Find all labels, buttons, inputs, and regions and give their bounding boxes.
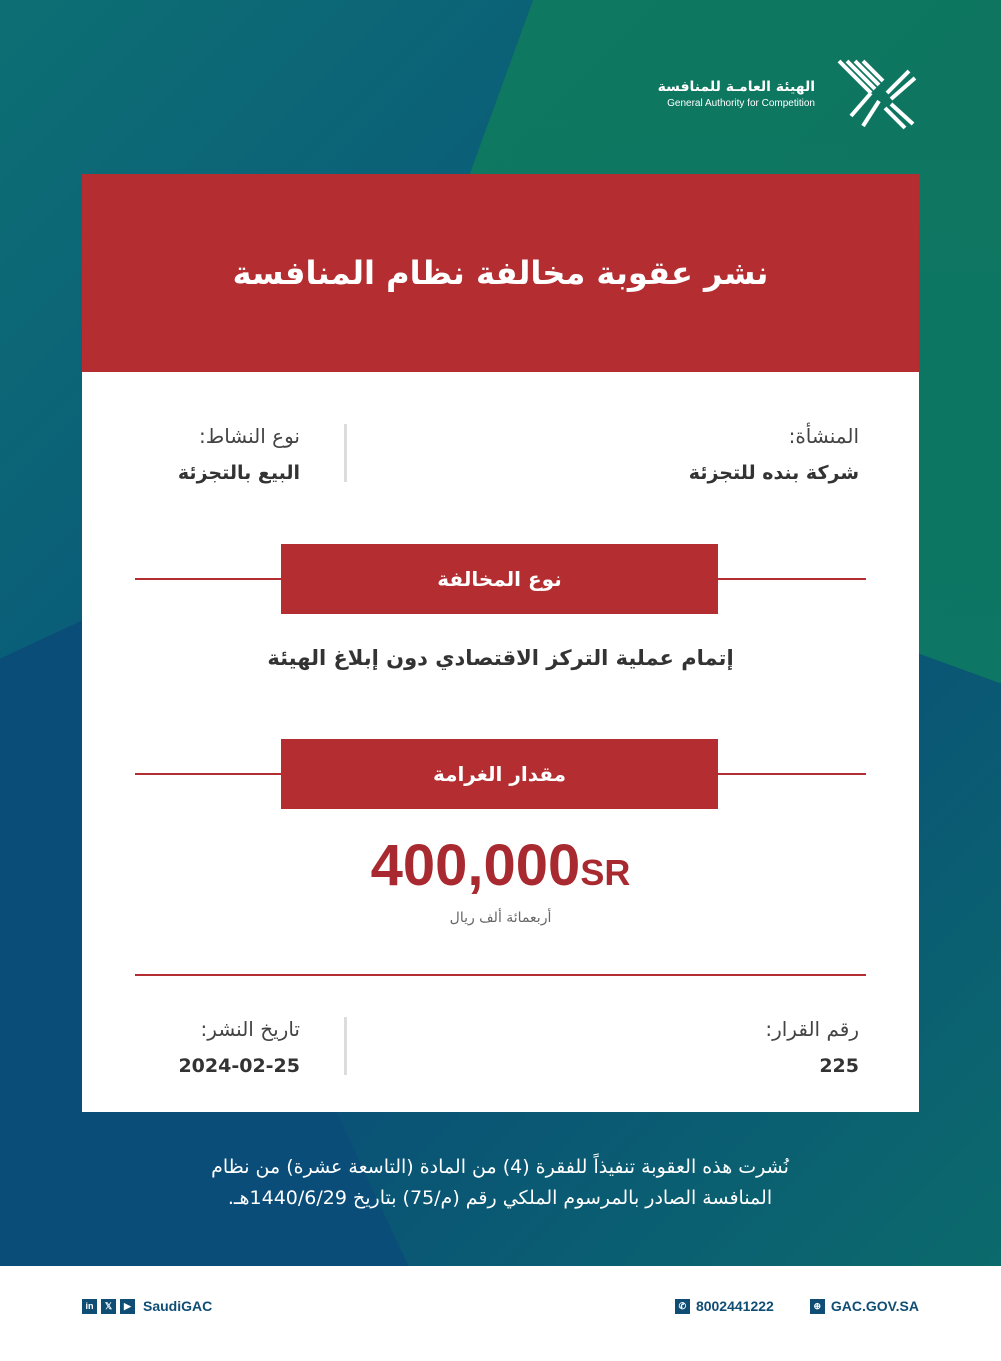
fine-amount-words: أربعمائة ألف ريال (449, 910, 552, 926)
contact-links (675, 1298, 919, 1314)
divider-vertical (344, 1017, 347, 1075)
legal-notice (150, 1152, 850, 1214)
decision-row (82, 1017, 919, 1097)
violation-type-heading: نوع المخالفة (281, 544, 718, 614)
linkedin-icon[interactable]: in (82, 1299, 97, 1314)
logo-text (658, 79, 815, 109)
fine-amount-number: 400,000 (370, 833, 581, 898)
entity-block (689, 424, 859, 484)
footer (0, 1266, 1001, 1361)
youtube-icon[interactable]: ▶ (120, 1299, 135, 1314)
phone-number: 8002441222 (695, 1298, 774, 1314)
logo-mark-icon (829, 56, 919, 131)
logo-arabic: الهيئة العامـة للمنافسة (657, 78, 815, 95)
globe-icon: ⊕ (810, 1299, 825, 1314)
violation-type-band (135, 544, 866, 614)
entity-row (82, 424, 919, 504)
activity-value: البيع بالتجزئة (177, 462, 300, 484)
card-header (82, 174, 919, 372)
decision-block (765, 1017, 859, 1077)
phone-link[interactable] (675, 1298, 774, 1314)
divider-vertical (344, 424, 347, 482)
entity-label: المنشأة: (788, 424, 859, 448)
fine-currency: SR (580, 852, 631, 893)
activity-block (178, 424, 300, 484)
website-link[interactable] (810, 1298, 919, 1314)
entity-value: شركة بنده للتجزئة (688, 462, 859, 484)
card-title: نشر عقوبة مخالفة نظام المنافسة (232, 254, 769, 292)
logo-english: General Authority for Competition (667, 97, 815, 109)
gac-logo (658, 56, 919, 131)
publish-date-label: تاريخ النشر: (200, 1017, 300, 1041)
decision-label: رقم القرار: (765, 1017, 859, 1041)
phone-icon: ✆ (675, 1299, 690, 1314)
fine-heading: مقدار الغرامة (281, 739, 718, 809)
divider-horizontal (135, 974, 866, 976)
fine-amount (82, 832, 919, 899)
social-links (82, 1298, 212, 1314)
social-handle[interactable]: SaudiGAC (143, 1298, 213, 1314)
fine-band (135, 739, 866, 809)
legal-line-2: المنافسة الصادر بالمرسوم الملكي رقم (م/75) بتاريخ 1440/6/29هـ. (227, 1187, 773, 1209)
penalty-card (82, 174, 919, 1112)
publish-date-value: 2024-02-25 (178, 1055, 300, 1077)
violation-description: إتمام عملية التركز الاقتصادي دون إبلاغ الهيئة (267, 646, 734, 670)
publish-date-block (178, 1017, 300, 1077)
website-url: GAC.GOV.SA (830, 1298, 919, 1314)
activity-label: نوع النشاط: (198, 424, 300, 448)
legal-line-1: نُشرت هذه العقوبة تنفيذاً للفقرة (4) من المادة (التاسعة عشرة) من نظام (211, 1156, 789, 1178)
decision-value: 225 (819, 1055, 859, 1077)
x-icon[interactable]: 𝕏 (101, 1299, 116, 1314)
